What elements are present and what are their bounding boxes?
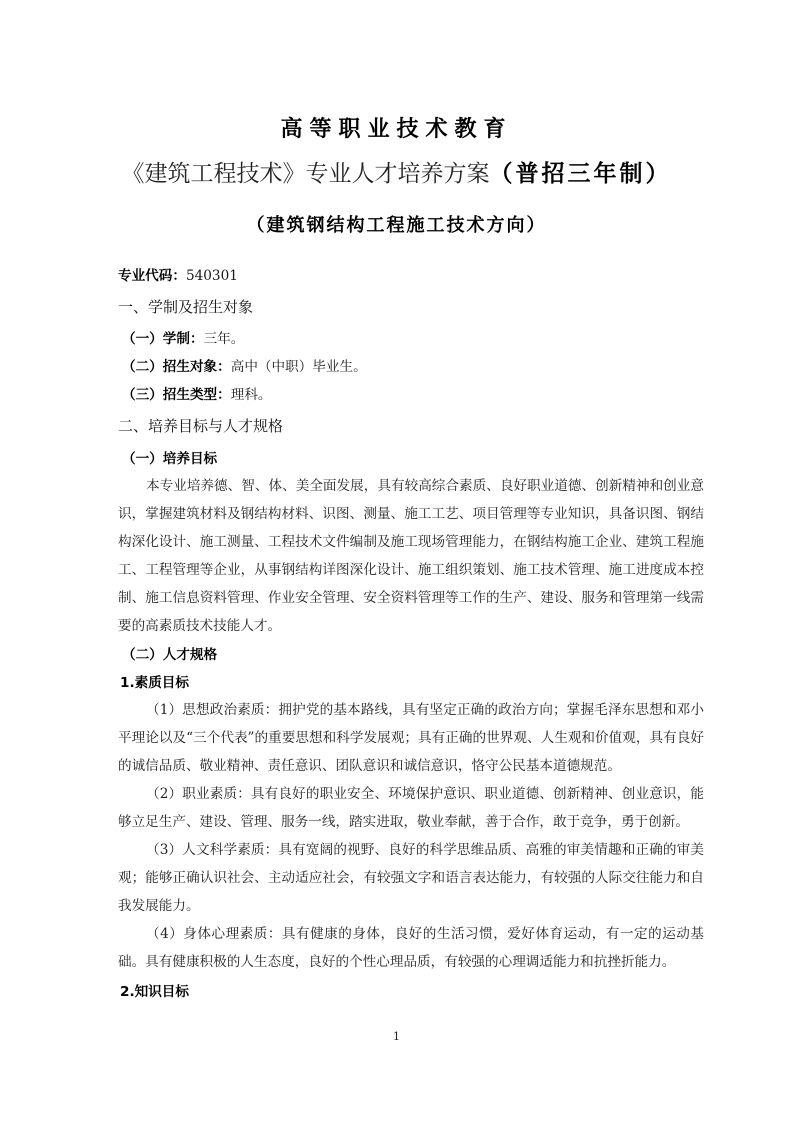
document-title: 高等职业技术教育 <box>280 117 513 142</box>
major-code-line <box>118 266 238 286</box>
section-heading-1: 一、学制及招生对象 <box>118 298 254 316</box>
talent-spec-heading: （二）人才规格 <box>122 647 218 663</box>
document-subtitle <box>0 155 793 188</box>
quality-item-physical-mental: （4）身体心理素质：具有健康的身体，良好的生活习惯，爱好体育运动，有一定的运动基础。具有健康积极的人生态度，良好的个性心理品质，有较强的心理调适能力和抗挫折能力。 <box>118 926 704 970</box>
training-goal-heading: （一）培养目标 <box>122 451 218 467</box>
training-goal-paragraph: 本专业培养德、智、体、美全面发展，具有较高综合素质、良好职业道德、创新精神和创业意识，掌握建筑材料及钢结构材料、识图、测量、施工工艺、项目管理等专业知识，具备识图、钢结构深化设计、施工测量、工程技术文件编制及施工现场管理能力，在钢结构施工企业、建筑工程施工、工程管理等企业，从事钢结构详图深化设计、施工组织策划、施工技术管理、施工进度成本控制、施工信息资料管理、作业安全管理、安全资料管理等工作的生产、建设、服务和管理第一线需要的高素质技术技能人才。 <box>118 478 704 634</box>
quality-goal-heading: 1.素质目标 <box>120 675 189 691</box>
major-code-value: 540301 <box>185 268 238 284</box>
duration-line <box>122 329 244 349</box>
document-direction-title: （建筑钢结构工程施工技术方向） <box>246 215 547 236</box>
subtitle-program-name: 《建筑工程技术》专业人才培养方案 <box>121 161 490 187</box>
major-code-label: 专业代码： <box>118 268 186 284</box>
section-heading-2: 二、培养目标与人才规格 <box>118 417 284 435</box>
quality-item-humanities: （3）人文科学素质：具有宽阔的视野、良好的科学思维品质、高雅的审美情趣和正确的审美观；能够正确认识社会、主动适应社会，有较强文字和语言表达能力，有较强的人际交往能力和自我发展能力。 <box>118 842 704 914</box>
enrollment-type-value: 理科。 <box>230 387 272 403</box>
enrollment-target-value: 高中（中职）毕业生。 <box>230 359 367 375</box>
quality-item-professional: （2）职业素质：具有良好的职业安全、环境保护意识、职业道德、创新精神、创业意识，能够立足生产、建设、管理、服务一线，踏实进取，敬业奉献，善于合作，敢于竞争，勇于创新。 <box>118 786 704 830</box>
enrollment-target-line <box>122 357 367 377</box>
duration-label: （一）学制： <box>122 331 204 347</box>
quality-item-political: （1）思想政治素质：拥护党的基本路线，具有坚定正确的政治方向；掌握毛泽东思想和邓小平理论以及“三个代表”的重要思想和科学发展观；具有正确的世界观、人生观和价值观，具有良好的诚信品质、敬业精神、责任意识、团队意识和诚信意识，恪守公民基本道德规范。 <box>118 702 704 774</box>
subtitle-enrollment-type: （普招三年制） <box>489 161 672 187</box>
duration-value: 三年。 <box>203 331 245 347</box>
enrollment-type-label: （三）招生类型： <box>122 387 231 403</box>
enrollment-target-label: （二）招生对象： <box>122 359 231 375</box>
enrollment-type-line <box>122 385 272 405</box>
knowledge-goal-heading: 2.知识目标 <box>120 984 189 1000</box>
page-number: 1 <box>393 1030 400 1043</box>
